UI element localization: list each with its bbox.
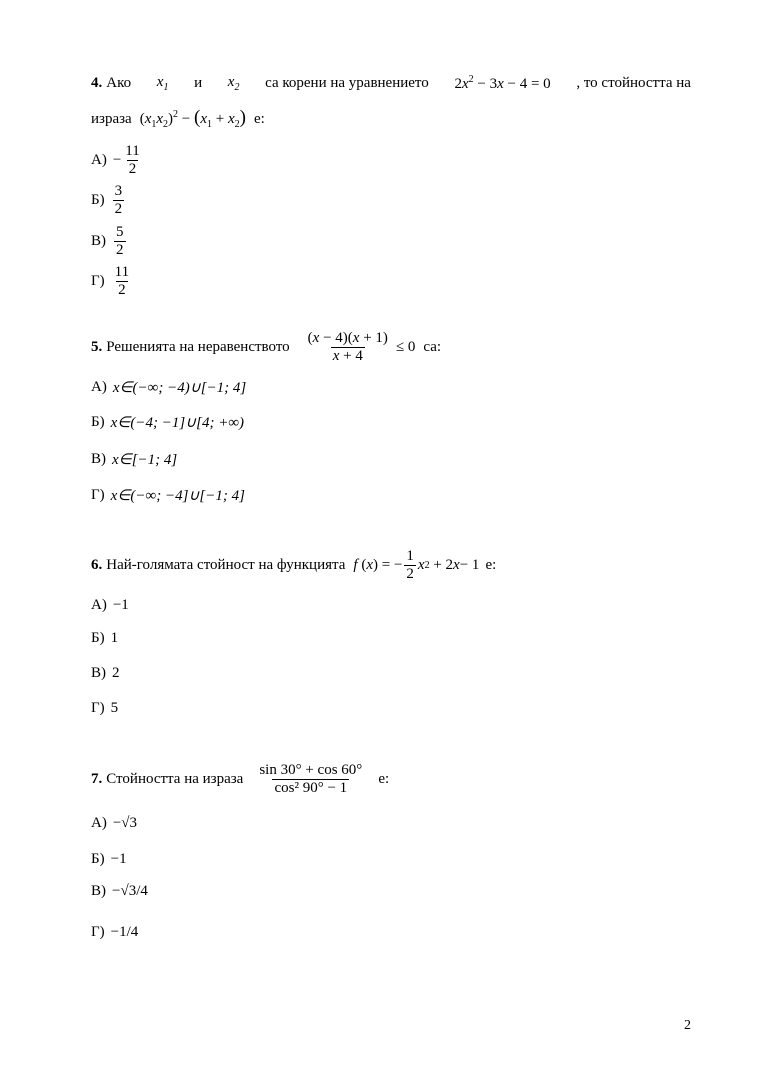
q7-option-c[interactable]: В) −√3/4: [91, 883, 148, 899]
question-number: 5.: [91, 339, 103, 356]
q5-option-a[interactable]: А) x∈(−∞; −4)∪[−1; 4]: [91, 379, 247, 396]
question-number: 4.: [91, 75, 103, 91]
math-trig-fraction: $\frac{\sin 30^\circ + \cos 60^\circ}{\text{cos² 90° − 1}}$: [259, 762, 363, 797]
q4-option-b[interactable]: Б) $\frac{3}{2}$: [91, 183, 123, 218]
question-4-stem: 4. Ако $x_1$ и $x_2$ са корени на уравнението $2x^2 - 3x - 4 = 0$ , то стойността на: [91, 74, 691, 93]
math-x1: $x_1$: [156, 74, 169, 93]
fraction: $\frac{11}{2}$: [125, 143, 140, 178]
q7-option-b[interactable]: Б) −1: [91, 851, 127, 867]
q6-option-d[interactable]: Г) 5: [91, 700, 119, 716]
q4-option-a[interactable]: А) − $\frac{11}{2}$: [91, 143, 140, 178]
q5-option-c[interactable]: В) x∈[−1; 4]: [91, 451, 178, 468]
math-function: f ( x ) = − $\frac{1}{2}$ x 2 + 2 x − 1: [353, 548, 480, 583]
question-number: 6.: [91, 557, 103, 574]
page-number: 2: [684, 1018, 691, 1033]
question-6-stem: 6. Най-голямата стойност на функцията f ( x ) = − $\frac{1}{2}$ x 2 + 2 x − 1 е:: [91, 548, 497, 583]
q7-option-d[interactable]: Г) −1/4: [91, 924, 139, 940]
math-inequality-fraction: $\frac{(x - 4)(x + 1)}{x + 4}$: [307, 330, 388, 365]
fraction: $\frac{11}{2}$: [114, 264, 130, 299]
q7-option-a[interactable]: А) −√3: [91, 815, 138, 831]
q4-option-d[interactable]: Г) $\frac{11}{2}$: [91, 264, 130, 299]
math-equation: $2x^2 - 3x - 4 = 0$: [454, 74, 551, 92]
question-4-stem-line2: израза $(x_1x_2)^2 - (x_1 + x_2)$ е:: [91, 107, 265, 130]
q6-option-c[interactable]: В) 2: [91, 665, 120, 681]
math-x2: $x_2$: [227, 74, 240, 93]
q5-option-b[interactable]: Б) x∈(−4; −1]∪[4; +∞): [91, 414, 245, 431]
question-5-stem: 5. Решенията на неравенството $\frac{(x - 4)(x + 1)}{x + 4}$ ≤ 0 са:: [91, 330, 442, 365]
q6-option-b[interactable]: Б) 1: [91, 630, 119, 646]
question-number: 7.: [91, 771, 103, 788]
math-expression: $(x_1x_2)^2 - (x_1 + x_2)$: [139, 107, 246, 130]
question-7-stem: 7. Стойността на израза $\frac{\sin 30^\circ + \cos 60^\circ}{\text{cos² 90° − 1}}$ е:: [91, 762, 390, 797]
q4-option-c[interactable]: В) $\frac{5}{2}$: [91, 224, 124, 259]
q5-option-d[interactable]: Г) x∈(−∞; −4]∪[−1; 4]: [91, 487, 245, 504]
q6-option-a[interactable]: А) −1: [91, 597, 129, 613]
fraction: $\frac{3}{2}$: [114, 183, 123, 218]
fraction: $\frac{5}{2}$: [116, 224, 124, 259]
math-leq-zero: ≤ 0: [395, 339, 416, 356]
